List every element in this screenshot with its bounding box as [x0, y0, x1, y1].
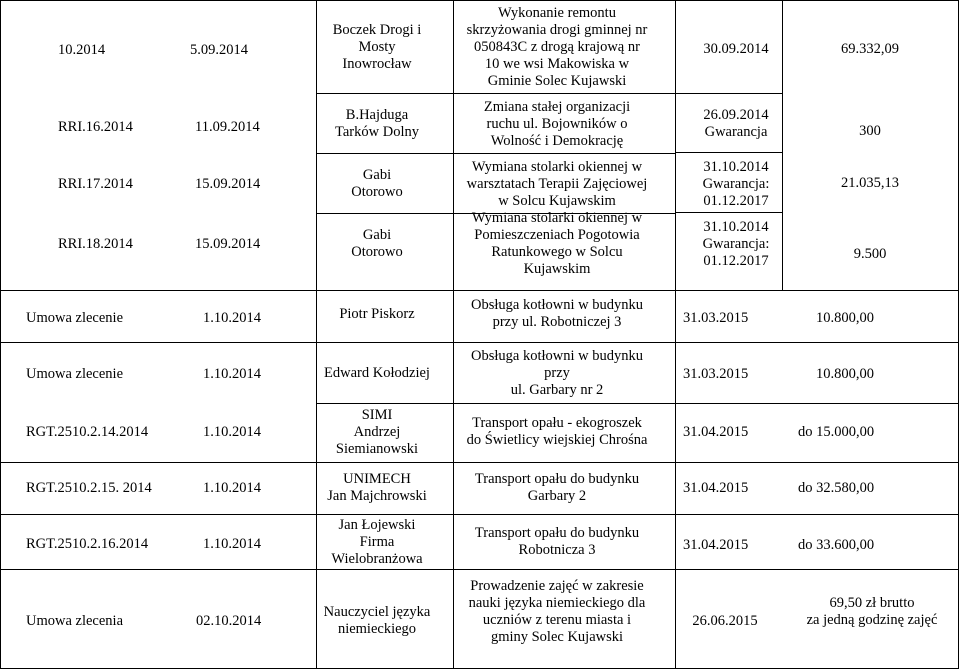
table-cell-text: Gwarancja — [704, 124, 768, 140]
table-cell-text: 01.12.2017 — [703, 193, 769, 209]
table-cell-text: 300 — [859, 123, 881, 139]
table-cell-text: Zmiana stałej organizacji — [483, 99, 631, 115]
table-cell-text: Nauczyciel języka — [323, 604, 431, 620]
table-cell-text: Firma — [359, 534, 395, 550]
table-cell-text: 1.10.2014 — [203, 424, 261, 440]
table-cell-text: 01.12.2017 — [703, 253, 769, 269]
table-cell-text: Kujawskim — [523, 261, 591, 277]
table-cell-text: Siemianowski — [335, 441, 419, 457]
row-border — [675, 152, 783, 153]
table-cell-text: 1.10.2014 — [203, 480, 261, 496]
table-cell-text: Otorowo — [351, 184, 403, 200]
table-cell-text: 15.09.2014 — [195, 176, 261, 192]
table-cell-text: 050843C z drogą krajową nr — [474, 39, 640, 55]
row-border — [0, 342, 959, 343]
table-cell-text: Wymiana stolarki okiennej w — [471, 210, 643, 226]
table-cell-text: Transport opału do budynku — [474, 471, 640, 487]
table-cell-text: 69,50 zł brutto — [829, 595, 915, 611]
table-cell-text: 10.2014 — [58, 42, 106, 58]
table-cell-text: Obsługa kotłowni w budynku — [471, 348, 643, 364]
table-cell-text: 11.09.2014 — [195, 119, 260, 135]
table-cell-text: 31.03.2015 — [683, 366, 749, 382]
table-cell-text: przy — [544, 365, 570, 381]
table-cell-text: Piotr Piskorz — [339, 306, 415, 322]
table-cell-text: Umowa zlecenia — [26, 613, 124, 629]
table-cell-text: 10.800,00 — [816, 366, 874, 382]
table-cell-text: 21.035,13 — [841, 175, 899, 191]
table-cell-text: Gabi — [362, 167, 392, 183]
row-border — [0, 514, 959, 515]
row-border — [0, 569, 959, 570]
table-cell-text: RGT.2510.2.16.2014 — [26, 536, 149, 552]
table-cell-text: B.Hajduga — [345, 107, 409, 123]
table-cell-text: Robotnicza 3 — [518, 542, 596, 558]
row-border — [316, 403, 959, 404]
table-cell-text: 30.09.2014 — [703, 41, 769, 57]
table-cell-text: do 33.600,00 — [798, 537, 875, 553]
table-cell-text: RRI.18.2014 — [58, 236, 133, 252]
table-cell-text: ruchu ul. Bojowników o — [486, 116, 628, 132]
table-cell-text: do 32.580,00 — [798, 480, 875, 496]
row-border — [675, 93, 783, 94]
table-cell-text: do Świetlicy wiejskiej Chrośna — [466, 432, 648, 448]
table-cell-text: SIMI — [361, 407, 393, 423]
table-cell-text: Transport opału do budynku — [474, 525, 640, 541]
row-border — [0, 462, 959, 463]
table-cell-text: Jan Majchrowski — [327, 488, 427, 504]
table-cell-text: 10.800,00 — [816, 310, 874, 326]
table-cell-text: nauki języka niemieckiego dla — [468, 595, 646, 611]
table-cell-text: Wielobranżowa — [331, 551, 423, 567]
table-cell-text: RGT.2510.2.14.2014 — [26, 424, 149, 440]
table-cell-text: 31.10.2014 — [703, 219, 769, 235]
table-cell-text: 1.10.2014 — [203, 536, 261, 552]
table-cell-text: Andrzej — [353, 424, 401, 440]
table-cell-text: Wolność i Demokrację — [490, 133, 624, 149]
table-cell-text: 02.10.2014 — [196, 613, 262, 629]
table-cell-text: 31.03.2015 — [683, 310, 749, 326]
table-cell-text: RRI.16.2014 — [58, 119, 133, 135]
table-cell-text: Umowa zlecenie — [26, 366, 124, 382]
table-cell-text: skrzyżowania drogi gminnej nr — [466, 22, 648, 38]
table-cell-text: Mosty — [358, 39, 396, 55]
table-cell-text: RRI.17.2014 — [58, 176, 133, 192]
table-cell-text: Inowrocław — [342, 56, 412, 72]
table-cell-text: Transport opału - ekogroszek — [472, 415, 642, 431]
table-cell-text: Obsługa kotłowni w budynku — [471, 297, 643, 313]
table-cell-text: Boczek Drogi i — [332, 22, 422, 38]
table-cell-text: 15.09.2014 — [195, 236, 261, 252]
table-cell-text: Otorowo — [351, 244, 403, 260]
table-cell-text: 10 we wsi Makowiska w — [484, 56, 630, 72]
table-cell-text: 31.10.2014 — [703, 159, 769, 175]
table-cell-text: gminy Solec Kujawski — [490, 629, 624, 645]
table-cell-text: 69.332,09 — [841, 41, 899, 57]
table-cell-text: Gwarancja: — [702, 236, 770, 252]
table-cell-text: Umowa zlecenie — [26, 310, 124, 326]
table-cell-text: Pomieszczeniach Pogotowia — [474, 227, 640, 243]
table-cell-text: 31.04.2015 — [683, 537, 749, 553]
table-cell-text: 1.10.2014 — [203, 366, 261, 382]
table-cell-text: Jan Łojewski — [338, 517, 416, 533]
table-cell-text: Gminie Solec Kujawski — [487, 73, 627, 89]
table-cell-text: do 15.000,00 — [798, 424, 875, 440]
table-cell-text: Ratunkowego w Solcu — [491, 244, 623, 260]
table-cell-text: Garbary 2 — [527, 488, 587, 504]
table-cell-text: niemieckiego — [337, 621, 417, 637]
table-cell-text: ul. Garbary nr 2 — [510, 382, 604, 398]
table-cell-text: w Solcu Kujawskim — [498, 193, 616, 209]
row-border — [316, 93, 676, 94]
table-cell-text: uczniów z terenu miasta i — [482, 612, 632, 628]
table-cell-text: Gwarancja: — [702, 176, 770, 192]
row-border — [0, 290, 959, 291]
table-cell-text: 26.09.2014 — [703, 107, 769, 123]
table-cell-text: 31.04.2015 — [683, 424, 749, 440]
table-cell-text: 26.06.2015 — [692, 613, 758, 629]
table-cell-text: przy ul. Robotniczej 3 — [492, 314, 622, 330]
table-top-border — [0, 0, 959, 1]
table-cell-text: Gabi — [362, 227, 392, 243]
table-cell-text: 5.09.2014 — [190, 42, 248, 58]
table-cell-text: warsztatach Terapii Zajęciowej — [466, 176, 648, 192]
table-cell-text: za jedną godzinę zajęć — [806, 612, 938, 628]
table-cell-text: RGT.2510.2.15. 2014 — [26, 480, 152, 496]
row-border — [316, 153, 676, 154]
table-cell-text: UNIMECH — [343, 471, 411, 487]
table-cell-text: Wykonanie remontu — [498, 5, 616, 21]
table-cell-text: 31.04.2015 — [683, 480, 749, 496]
table-cell-text: Prowadzenie zajęć w zakresie — [470, 578, 644, 594]
table-cell-text: 9.500 — [853, 246, 887, 262]
table-cell-text: 1.10.2014 — [203, 310, 261, 326]
table-cell-text: Edward Kołodziej — [324, 365, 430, 381]
table-cell-text: Wymiana stolarki okiennej w — [471, 159, 643, 175]
table-cell-text: Tarków Dolny — [335, 124, 419, 140]
